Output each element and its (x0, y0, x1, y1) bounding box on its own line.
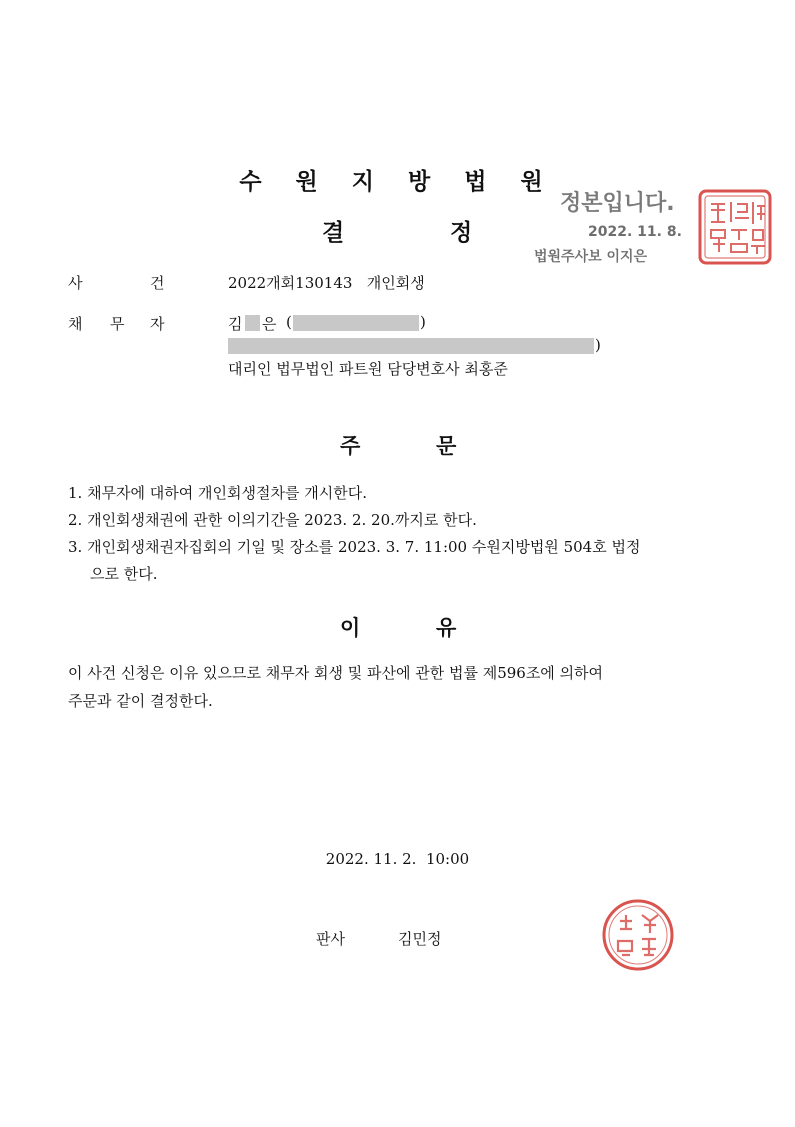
order-item-2: 2. 개인회생채권에 관한 이의기간을 2023. 2. 20.까지로 한다. (68, 511, 477, 529)
reason-line-1: 이 사건 신청은 이유 있으므로 채무자 회생 및 파산에 관한 법률 제596조에 의하여 (68, 664, 604, 682)
reason-heading-char-1: 이 (340, 615, 361, 640)
debtor-agent: 대리인 법무법인 파트원 담당변호사 최홍준 (228, 360, 508, 378)
judge-name: 김민정 (398, 930, 442, 948)
debtor-name-last: 은 (262, 315, 277, 333)
reason-heading-char-2: 유 (436, 615, 457, 640)
order-item-3-continued: 으로 한다. (90, 565, 158, 583)
certification-clerk: 법원주사보 이지은 (534, 249, 648, 265)
certification-title: 정본입니다. (560, 191, 675, 216)
redaction-id (293, 315, 419, 331)
debtor-close-paren-2: ) (595, 336, 601, 354)
redaction-address (228, 338, 594, 354)
court-seal-icon (697, 188, 773, 266)
certification-date: 2022. 11. 8. (588, 224, 682, 240)
judge-title: 판사 (316, 930, 345, 948)
order-item-1: 1. 채무자에 대하여 개인회생절차를 개시한다. (68, 484, 367, 502)
court-name: 수 원 지 방 법 원 (239, 168, 556, 195)
debtor-name-first: 김 (228, 315, 243, 333)
debtor-label-char-2: 무 (110, 315, 125, 333)
debtor-label-char-3: 자 (150, 315, 165, 333)
order-item-3: 3. 개인회생채권자집회의 기일 및 장소를 2023. 3. 7. 11:00 수원지방법원 504호 법정 (68, 538, 641, 556)
doc-type-first: 결 (322, 219, 345, 246)
debtor-label-char-1: 채 (68, 315, 83, 333)
order-heading-char-1: 주 (340, 433, 361, 458)
reason-line-2: 주문과 같이 결정한다. (68, 692, 213, 710)
doc-type-second: 정 (450, 219, 473, 246)
case-label-char-2: 건 (150, 274, 165, 292)
order-heading-char-2: 문 (436, 433, 457, 458)
case-label-char-1: 사 (68, 274, 83, 292)
redaction-name (245, 315, 260, 331)
debtor-close-paren: ) (420, 313, 426, 331)
case-number: 2022개회130143 개인회생 (228, 274, 425, 292)
decision-datetime: 2022. 11. 2. 10:00 (325, 850, 470, 868)
judge-seal-icon (600, 897, 676, 973)
debtor-open-paren: ( (286, 313, 292, 331)
